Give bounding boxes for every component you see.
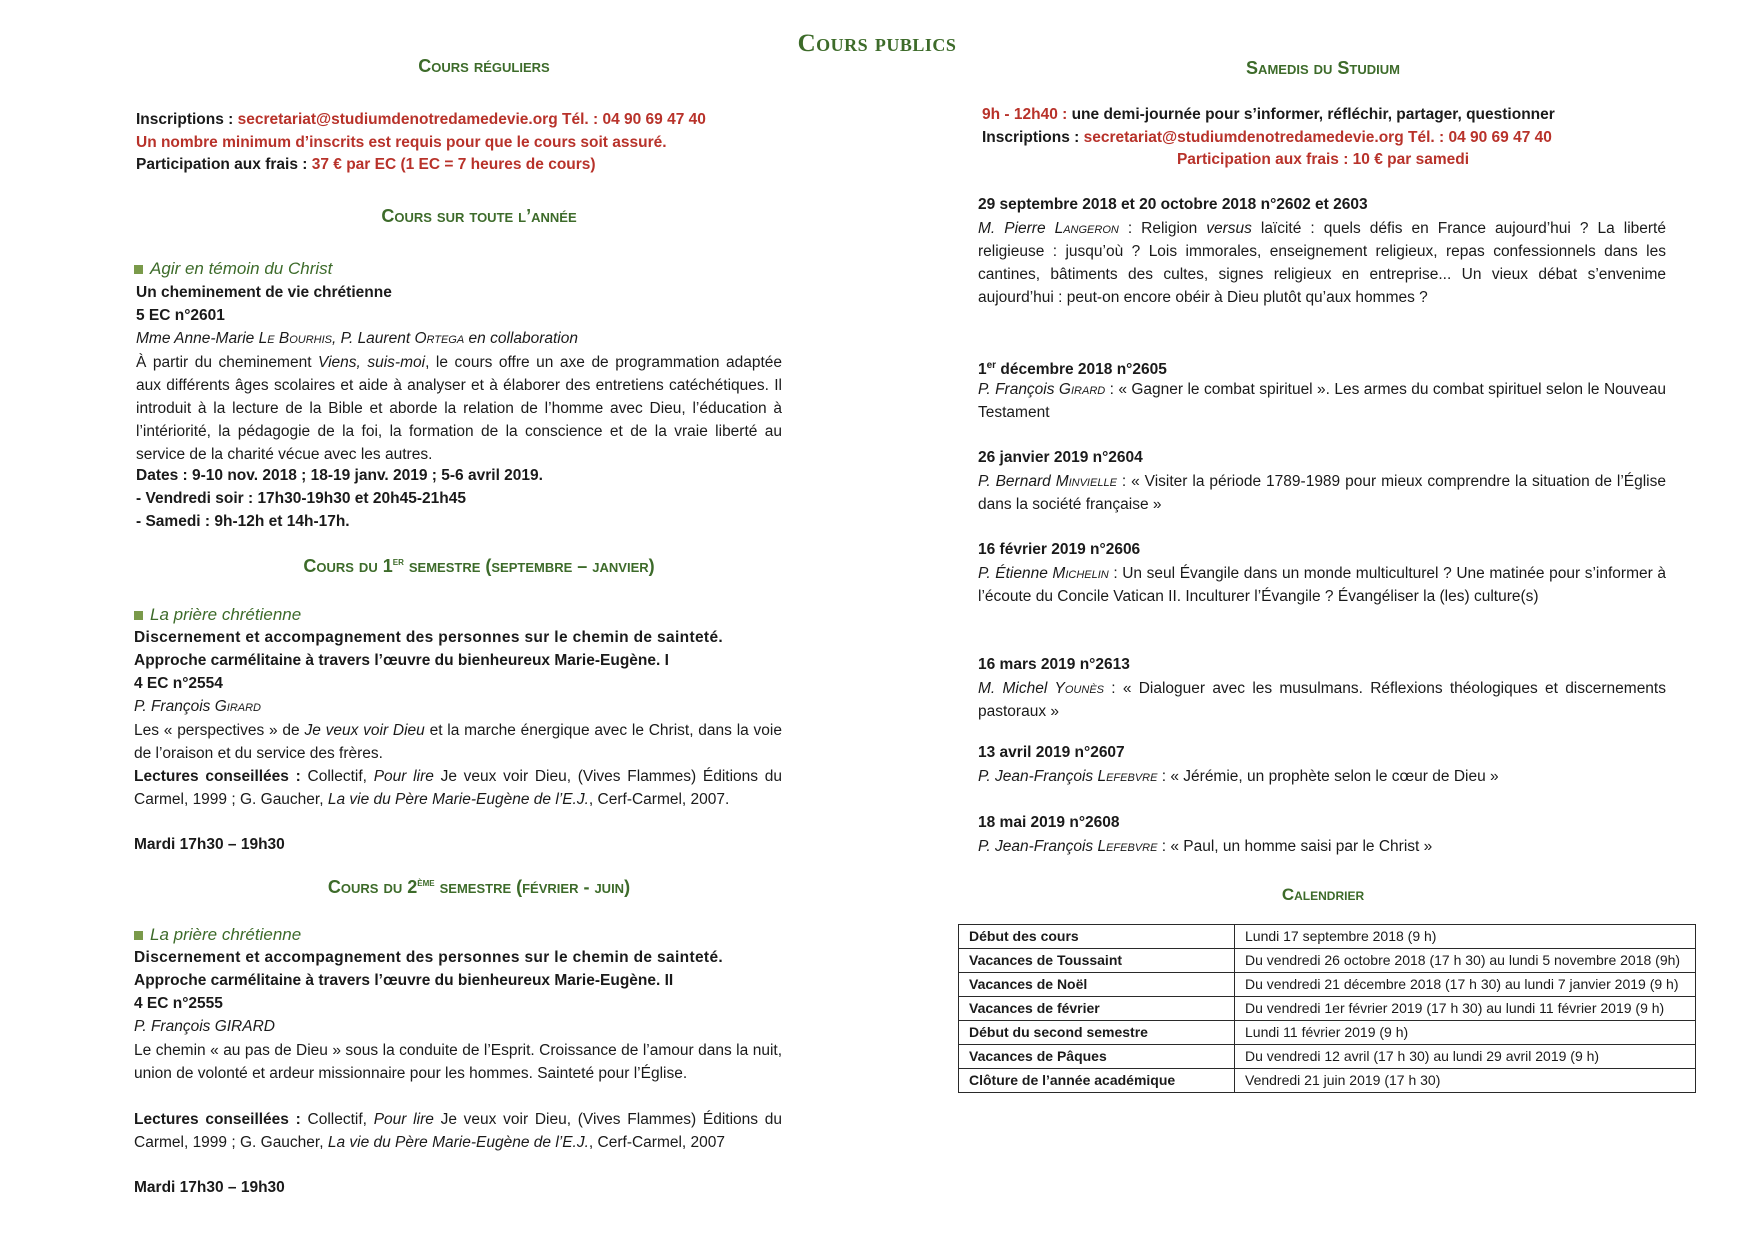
- lect-text: , Cerf-Carmel, 2007: [588, 1134, 726, 1151]
- sem-title-text: Cours du 1: [303, 556, 393, 576]
- author-surname: Ortega: [414, 330, 465, 347]
- course-horaire-2: Mardi 17h30 – 19h30: [134, 836, 285, 853]
- samedis-frais: Participation aux frais : 10 € par samedi: [1176, 151, 1470, 168]
- desc-text: À partir du cheminement: [136, 354, 319, 371]
- bullet-icon: [134, 931, 143, 940]
- course-title-1: [134, 259, 332, 280]
- author-surname: Girard: [214, 698, 261, 715]
- author-text: P. François: [134, 698, 215, 715]
- course-description-2: [134, 719, 782, 765]
- author-surname: Le Bourhis: [258, 330, 332, 347]
- lect-text: Collectif,: [307, 768, 374, 785]
- inscriptions-label: Inscriptions :: [982, 129, 1084, 146]
- lect-text: Je veux voir Dieu, (Vives Flammes) Éditions du Carmel, 1999 ; G. Gaucher,: [134, 1111, 783, 1151]
- calendar-label: Vacances de Pâques: [959, 1045, 1235, 1069]
- course-lectures-3: [134, 1108, 782, 1154]
- sem-title-sup: er: [392, 556, 404, 568]
- intro-time: 9h - 12h40 :: [982, 106, 1072, 123]
- speaker-text: M. Pierre: [978, 220, 1055, 237]
- session-desc-1: [978, 217, 1666, 309]
- head-text: décembre 2018 n°2605: [996, 361, 1167, 379]
- sem-title-sup: ème: [417, 877, 435, 889]
- author-text: , P. Laurent: [332, 330, 415, 347]
- samedis-intro: [982, 105, 1555, 125]
- session-desc-7: [978, 835, 1666, 858]
- calendar-value: Du vendredi 26 octobre 2018 (17 h 30) au lundi 5 novembre 2018 (9h): [1235, 949, 1696, 973]
- page-title: Cours publics: [797, 30, 957, 57]
- lectures-label: Lectures conseillées :: [134, 768, 308, 785]
- lectures-label: Lectures conseillées :: [134, 1111, 308, 1128]
- calendar-row: [959, 973, 1696, 997]
- speaker-surname: Michelin: [1052, 565, 1109, 582]
- course-line1-3: Discernement et accompagnement des personnes sur le chemin de sainteté.: [134, 949, 724, 966]
- session-desc-3: [978, 470, 1666, 516]
- calendar-value: Du vendredi 12 avril (17 h 30) au lundi 29 avril 2019 (9 h): [1235, 1045, 1696, 1069]
- lect-text: Je veux voir Dieu, (Vives Flammes) Éditions du Carmel, 1999 ; G. Gaucher,: [134, 768, 783, 808]
- calendar-label: Début des cours: [959, 925, 1235, 949]
- calendar-label: Début du second semestre: [959, 1021, 1235, 1045]
- samedis-inscriptions: [982, 128, 1552, 148]
- session-italic: versus: [1206, 220, 1252, 237]
- section-title-annee: Cours sur toute l’année: [381, 206, 577, 226]
- course-ec-1: 5 EC n°2601: [136, 307, 225, 324]
- calendar-value: Lundi 11 février 2019 (9 h): [1235, 1021, 1696, 1045]
- calendar-label: Vacances de février: [959, 997, 1235, 1021]
- desc-text: Les « perspectives » de: [134, 722, 305, 739]
- course-line2-3: Approche carmélitaine à travers l’œuvre du bienheureux Marie-Eugène. II: [134, 972, 674, 989]
- lect-italic: Pour lire: [373, 1111, 434, 1128]
- calendar-row: [959, 1021, 1696, 1045]
- bullet-icon: [134, 611, 143, 620]
- session-head-3: 26 janvier 2019 n°2604: [978, 449, 1143, 466]
- speaker-text: P. Jean-François: [978, 838, 1098, 855]
- inscriptions-label: Inscriptions :: [136, 111, 238, 128]
- calendar-row: [959, 1045, 1696, 1069]
- course-description-1: [136, 351, 782, 466]
- head-sup: er: [986, 360, 997, 371]
- desc-italic: Viens, suis-moi: [318, 354, 426, 371]
- course-samedi-1: - Samedi : 9h-12h et 14h-17h.: [136, 513, 350, 530]
- course-authors-1: [136, 329, 578, 349]
- intro-text: une demi-journée pour s’informer, réfléchir, partager, questionner: [1071, 106, 1555, 123]
- section-title-semestre-1: [134, 556, 824, 577]
- session-text: : « Paul, un homme saisi par le Christ »: [1157, 838, 1433, 855]
- course-line2-2: Approche carmélitaine à travers l’œuvre du bienheureux Marie-Eugène. I: [134, 652, 669, 669]
- speaker-surname: Girard: [1058, 381, 1106, 398]
- section-title-samedis: Samedis du Studium: [1246, 58, 1400, 78]
- inscriptions-contact: secretariat@studiumdenotredamedevie.org Tél. : 04 90 69 47 40: [1083, 129, 1552, 146]
- course-name: Agir en témoin du Christ: [150, 259, 333, 278]
- calendar-row: [959, 949, 1696, 973]
- section-title-calendrier: Calendrier: [1281, 885, 1365, 904]
- speaker-text: P. Étienne: [978, 565, 1053, 582]
- speaker-surname: Younès: [1054, 680, 1104, 697]
- frais-value: 37 € par EC (1 EC = 7 heures de cours): [311, 156, 596, 173]
- desc-italic: Je veux voir Dieu: [304, 722, 425, 739]
- session-text: : « Dialoguer avec les musulmans. Réflexions théologiques et discernements pastoraux »: [978, 680, 1666, 720]
- desc-text: et la marche énergique avec le Christ, dans la voie de l’oraison et du service des frères.: [134, 722, 782, 762]
- course-ec-3: 4 EC n°2555: [134, 995, 223, 1012]
- calendar-value: Vendredi 21 juin 2019 (17 h 30): [1235, 1069, 1696, 1093]
- lect-italic: La vie du Père Marie-Eugène de l’E.J.: [327, 1134, 589, 1151]
- session-desc-4: [978, 562, 1666, 608]
- calendar-table: [958, 924, 1696, 1093]
- calendar-row: [959, 997, 1696, 1021]
- sem-title-text: Cours du 2: [327, 877, 418, 897]
- session-head-7: 18 mai 2019 n°2608: [978, 814, 1120, 831]
- speaker-text: P. François: [978, 381, 1059, 398]
- course-line1-2: Discernement et accompagnement des personnes sur le chemin de sainteté.: [134, 629, 724, 646]
- author-text: Mme Anne-Marie: [136, 330, 259, 347]
- lect-text: Collectif,: [307, 1111, 374, 1128]
- session-text: laïcité : quels défis en France aujourd’hui ? La liberté religieuse : jusqu’où ? Lois immorales, enseignement religieux, repas confessionnels dans les cantines, bâtiments des cultes, signes religieux en entreprise... Un vieux débat s’envenime aujourd’hui : peut-on encore obéir à Dieu plutôt qu’aux hommes ?: [978, 220, 1666, 306]
- speaker-surname: Lefebvre: [1097, 838, 1158, 855]
- course-subtitle-1: Un cheminement de vie chrétienne: [136, 284, 392, 301]
- bullet-icon: [134, 265, 143, 274]
- inscriptions-line: [136, 110, 706, 130]
- course-dates-1: Dates : 9-10 nov. 2018 ; 18-19 janv. 2019 ; 5-6 avril 2019.: [136, 467, 543, 484]
- course-horaire-3: Mardi 17h30 – 19h30: [134, 1179, 285, 1196]
- desc-text: , le cours offre un axe de programmation adaptée aux différents âges scolaires et aide à analyser et à élaborer des entretiens catéchétiques. Il introduit à la lecture de la Bible et aborde la relation de l’homme avec Dieu, l’éducation à l’intériorité, la pédagogie de la foi, la formation de la conscience et de la vraie liberté au service de la charité vécue avec les autres.: [136, 354, 782, 463]
- speaker-surname: Minvielle: [1055, 473, 1117, 490]
- course-title-2: [134, 605, 301, 626]
- frais-label: Participation aux frais :: [136, 156, 312, 173]
- course-name: La prière chrétienne: [150, 925, 302, 944]
- speaker-text: P. Bernard: [978, 473, 1056, 490]
- lect-italic: Pour lire: [373, 768, 434, 785]
- course-vendredi-1: - Vendredi soir : 17h30-19h30 et 20h45-21h45: [136, 490, 466, 507]
- head-text: 1: [978, 361, 987, 379]
- calendar-row: [959, 1069, 1696, 1093]
- session-head-1: 29 septembre 2018 et 20 octobre 2018 n°2602 et 2603: [978, 196, 1368, 213]
- section-title-reguliers: Cours réguliers: [418, 56, 550, 76]
- speaker-surname: Langeron: [1054, 220, 1119, 237]
- session-text: : « Gagner le combat spirituel ». Les armes du combat spirituel selon le Nouveau Testament: [978, 381, 1666, 421]
- sem-title-text: semestre (février - juin): [434, 877, 631, 897]
- course-ec-2: 4 EC n°2554: [134, 675, 223, 692]
- calendar-label: Vacances de Noël: [959, 973, 1235, 997]
- calendar-label: Clôture de l’année académique: [959, 1069, 1235, 1093]
- session-desc-5: [978, 677, 1666, 723]
- minimum-notice: Un nombre minimum d’inscrits est requis pour que le cours soit assuré.: [136, 134, 667, 151]
- session-head-4: 16 février 2019 n°2606: [978, 541, 1141, 558]
- lect-italic: La vie du Père Marie-Eugène de l’E.J.: [327, 791, 589, 808]
- calendar-label: Vacances de Toussaint: [959, 949, 1235, 973]
- calendar-value: Du vendredi 21 décembre 2018 (17 h 30) au lundi 7 janvier 2019 (9 h): [1235, 973, 1696, 997]
- course-name: La prière chrétienne: [150, 605, 302, 624]
- course-description-3: Le chemin « au pas de Dieu » sous la conduite de l’Esprit. Croissance de l’amour dans la nuit, union de volonté et ardeur missionnaire pour les hommes. Sainteté pour l’Église.: [134, 1042, 782, 1082]
- sem-title-text: semestre (septembre – janvier): [403, 556, 655, 576]
- course-author-2: [134, 697, 261, 717]
- course-title-3: [134, 925, 301, 946]
- inscriptions-contact: secretariat@studiumdenotredamedevie.org Tél. : 04 90 69 47 40: [237, 111, 706, 128]
- session-desc-6: [978, 765, 1666, 788]
- session-head-6: 13 avril 2019 n°2607: [978, 744, 1125, 761]
- session-head-5: 16 mars 2019 n°2613: [978, 656, 1130, 673]
- session-desc-2: [978, 378, 1666, 424]
- session-text: : Religion: [1118, 220, 1207, 237]
- session-text: : « Visiter la période 1789-1989 pour mieux comprendre la situation de l’Église dans la société française »: [978, 473, 1666, 513]
- author-text: en collaboration: [464, 330, 578, 347]
- calendar-value: Du vendredi 1er février 2019 (17 h 30) au lundi 11 février 2019 (9 h): [1235, 997, 1696, 1021]
- course-lectures-2: [134, 765, 782, 811]
- frais-line: [136, 155, 596, 175]
- lect-text: , Cerf-Carmel, 2007.: [588, 791, 730, 808]
- speaker-text: P. Jean-François: [978, 768, 1098, 785]
- session-text: : « Jérémie, un prophète selon le cœur de Dieu »: [1157, 768, 1499, 785]
- session-text: : Un seul Évangile dans un monde multiculturel ? Une matinée pour s’informer à l’écoute du Concile Vatican II. Inculturer l’Évangile ? Évangéliser la (les) culture(s): [978, 565, 1666, 605]
- speaker-surname: Lefebvre: [1097, 768, 1158, 785]
- session-head-2: [978, 356, 1167, 380]
- course-author-3: P. François GIRARD: [134, 1018, 275, 1035]
- calendar-value: Lundi 17 septembre 2018 (9 h): [1235, 925, 1696, 949]
- section-title-semestre-2: [134, 877, 824, 898]
- speaker-text: M. Michel: [978, 680, 1055, 697]
- calendar-row: [959, 925, 1696, 949]
